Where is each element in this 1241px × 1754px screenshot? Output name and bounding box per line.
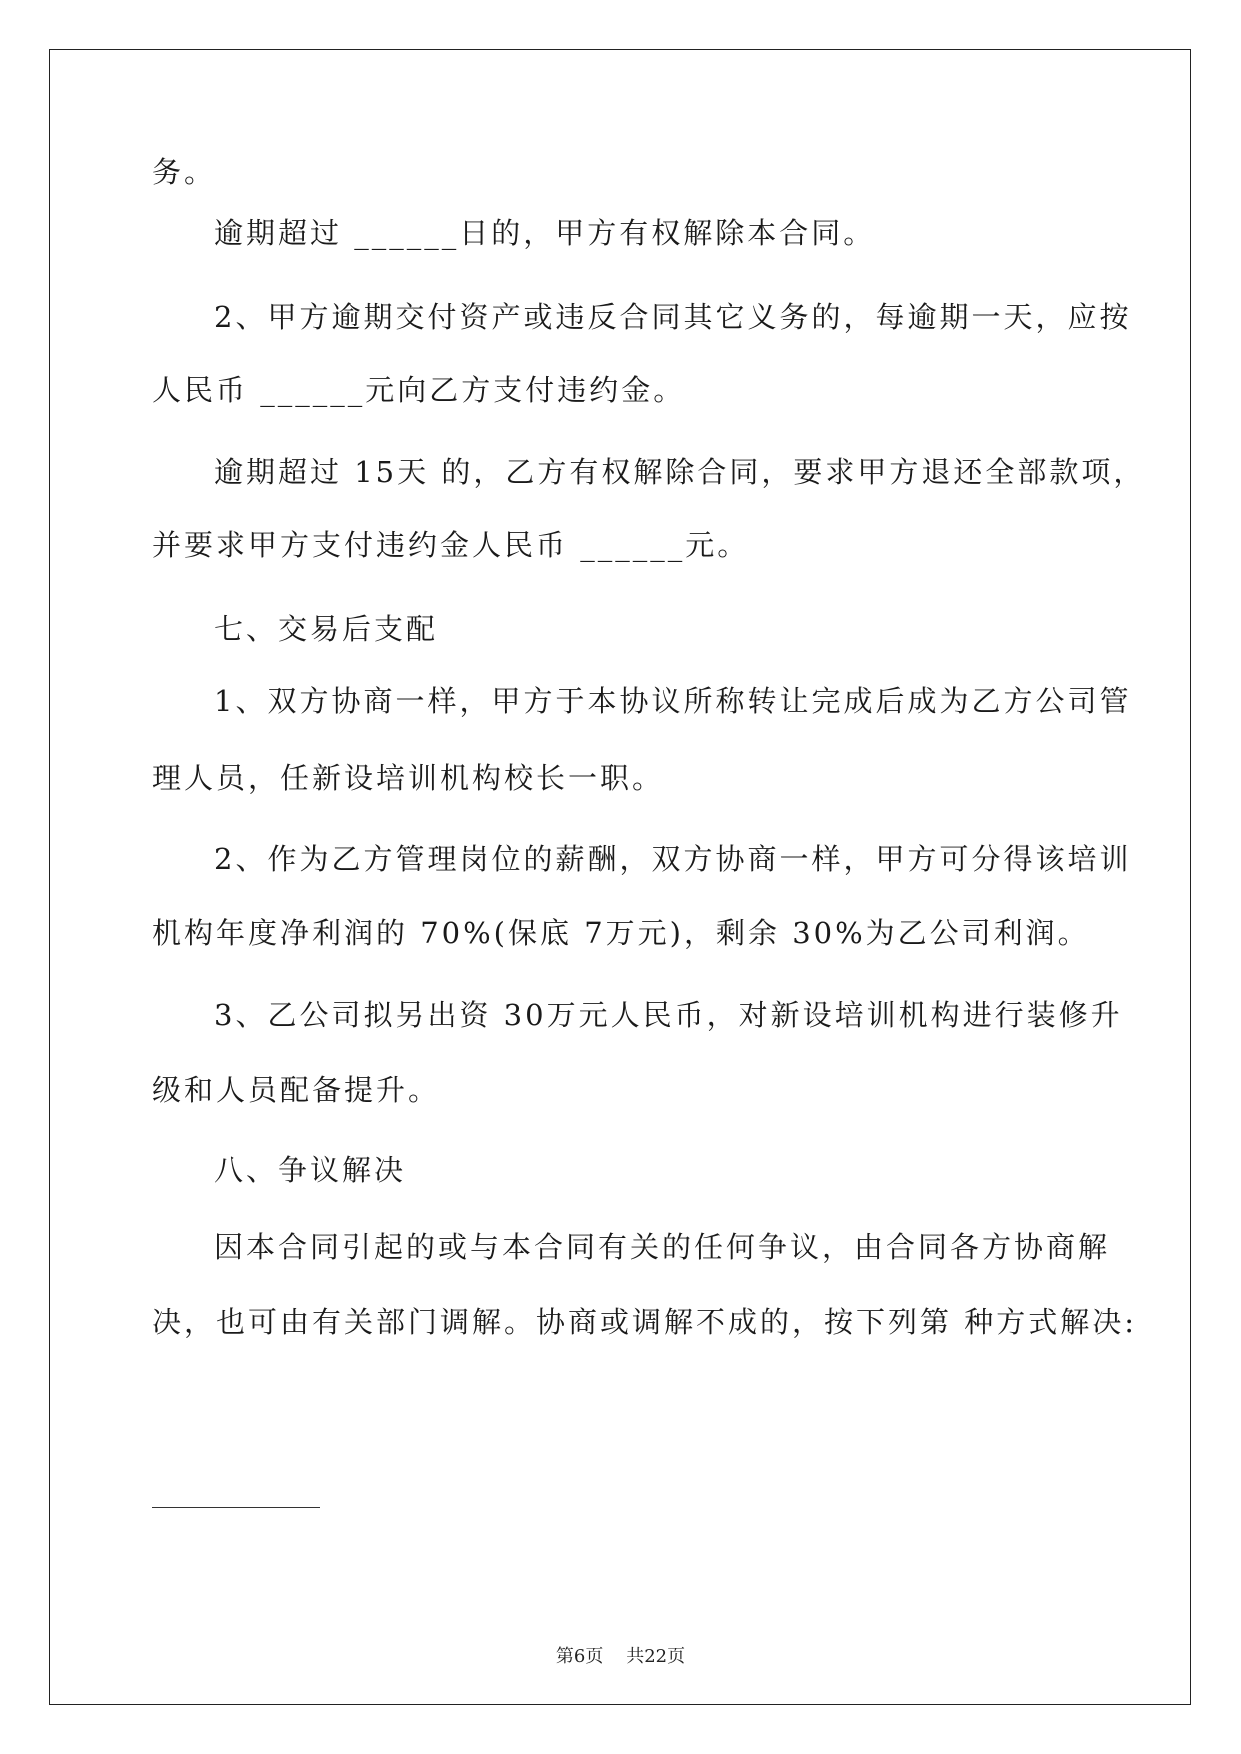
text-line: 1、双方协商一样，甲方于本协议所称转让完成后成为乙方公司管 (214, 684, 1132, 718)
text-line: 务。 (152, 155, 217, 189)
page-number-footer: 第6页 共22页 (555, 1646, 686, 1667)
text-line: 2、作为乙方管理岗位的薪酬，双方协商一样，甲方可分得该培训 (214, 842, 1132, 876)
text-line: 并要求甲方支付违约金人民币 ______元。 (152, 528, 750, 562)
section-heading: 八、争议解决 (214, 1153, 407, 1187)
text-line: 理人员，任新设培训机构校长一职。 (152, 761, 665, 795)
text-line: 机构年度净利润的 70%(保底 7万元)，剩余 30%为乙公司利润。 (152, 916, 1090, 950)
text-line: 级和人员配备提升。 (152, 1073, 441, 1107)
text-line: 因本合同引起的或与本合同有关的任何争议，由合同各方协商解 (214, 1230, 1111, 1264)
text-line: 逾期超过 15天 的，乙方有权解除合同，要求甲方退还全部款项， (214, 455, 1146, 489)
text-line: 逾期超过 ______日的，甲方有权解除本合同。 (214, 216, 876, 250)
section-heading: 七、交易后支配 (214, 612, 439, 646)
text-line: 决，也可由有关部门调解。协商或调解不成的，按下列第 种方式解决: (152, 1305, 1137, 1339)
text-line: 人民币 ______元向乙方支付违约金。 (152, 373, 686, 407)
text-line: 3、乙公司拟另出资 30万元人民币，对新设培训机构进行装修升 (214, 998, 1123, 1032)
blank-fill-line (152, 1507, 320, 1508)
text-line: 2、甲方逾期交付资产或违反合同其它义务的，每逾期一天，应按 (214, 300, 1132, 334)
